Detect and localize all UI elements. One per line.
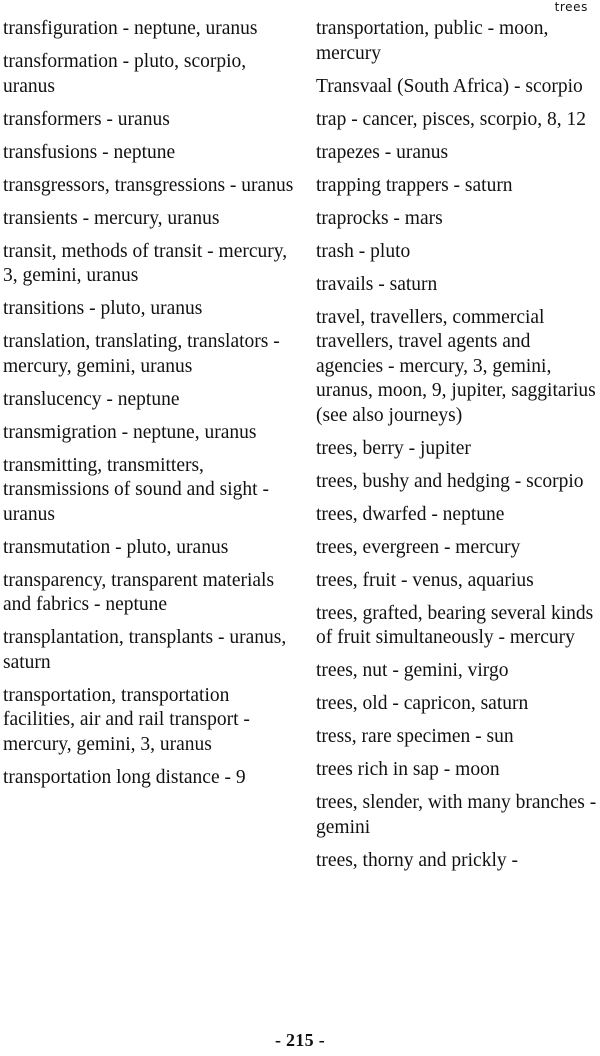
index-entry: Transvaal (South Africa) - scorpio: [316, 75, 583, 97]
page-number: - 215 -: [274, 1030, 326, 1050]
index-entry: trapping trappers - saturn: [316, 174, 513, 196]
index-entry: trees, slender, with many branches - gemini: [316, 792, 597, 838]
index-entry: trees, old - capricon, saturn: [316, 693, 529, 714]
index-entry: traprocks - mars: [316, 207, 443, 229]
index-entry: trees, nut - gemini, virgo: [316, 660, 509, 681]
index-entry: trees, evergreen - mercury: [316, 536, 521, 558]
index-entry: transportation long distance - 9: [3, 766, 246, 788]
index-entry: transformation - pluto, scorpio, uranus: [3, 51, 247, 97]
index-entry: transgressors, transgressions - uranus: [3, 174, 294, 196]
index-entry: trees, berry - jupiter: [316, 437, 471, 459]
index-entry: transmitting, transmitters, transmissions of sound and sight - uranus: [3, 454, 269, 525]
index-entry: transmutation - pluto, uranus: [3, 536, 229, 558]
running-head: trees: [554, 0, 588, 14]
index-entry: travails - saturn: [316, 273, 438, 295]
index-entry: tress, rare specimen - sun: [316, 726, 514, 747]
index-entry: trash - pluto: [316, 240, 411, 262]
index-entry: trees, grafted, bearing several kinds of fruit simultaneously - mercury: [316, 602, 594, 648]
index-entry: transfiguration - neptune, uranus: [3, 18, 258, 39]
index-entry: trees rich in sap - moon: [316, 759, 500, 780]
index-entry: transportation, transportation facilities, air and rail transport - mercury, gemini, 3, uranus: [3, 684, 250, 755]
index-entry: trees, bushy and hedging - scorpio: [316, 470, 584, 492]
index-entry: trapezes - uranus: [316, 141, 449, 163]
index-entry: transfusions - neptune: [3, 141, 176, 163]
index-entry: transit, methods of transit - mercury, 3, gemini, uranus: [3, 240, 288, 286]
index-entry: transplantation, transplants - uranus, saturn: [3, 627, 287, 673]
index-entry: travel, travellers, commercial travellers, travel agents and agencies - mercury, 3, gemini, uranus, moon, 9, jupiter, saggitarius (see also journeys): [316, 306, 596, 426]
index-entry: translucency - neptune: [3, 388, 180, 410]
index-entry: trees, dwarfed - neptune: [316, 503, 505, 525]
index-entry: translation, translating, translators - mercury, gemini, uranus: [3, 331, 280, 377]
index-entry: trap - cancer, pisces, scorpio, 8, 12: [316, 108, 586, 130]
index-entry: transformers - uranus: [3, 108, 170, 130]
index-entry: transportation, public - moon, mercury: [316, 18, 549, 64]
index-entry: transitions - pluto, uranus: [3, 298, 203, 319]
index-column-right: [316, 17, 598, 882]
index-entry: transparency, transparent materials and fabrics - neptune: [3, 569, 275, 615]
index-column-left: [3, 17, 295, 799]
index-entry: transients - mercury, uranus: [3, 207, 220, 229]
index-entry: transmigration - neptune, uranus: [3, 421, 257, 443]
index-entry: trees, thorny and prickly -: [316, 849, 518, 871]
index-entry: trees, fruit - venus, aquarius: [316, 569, 534, 591]
